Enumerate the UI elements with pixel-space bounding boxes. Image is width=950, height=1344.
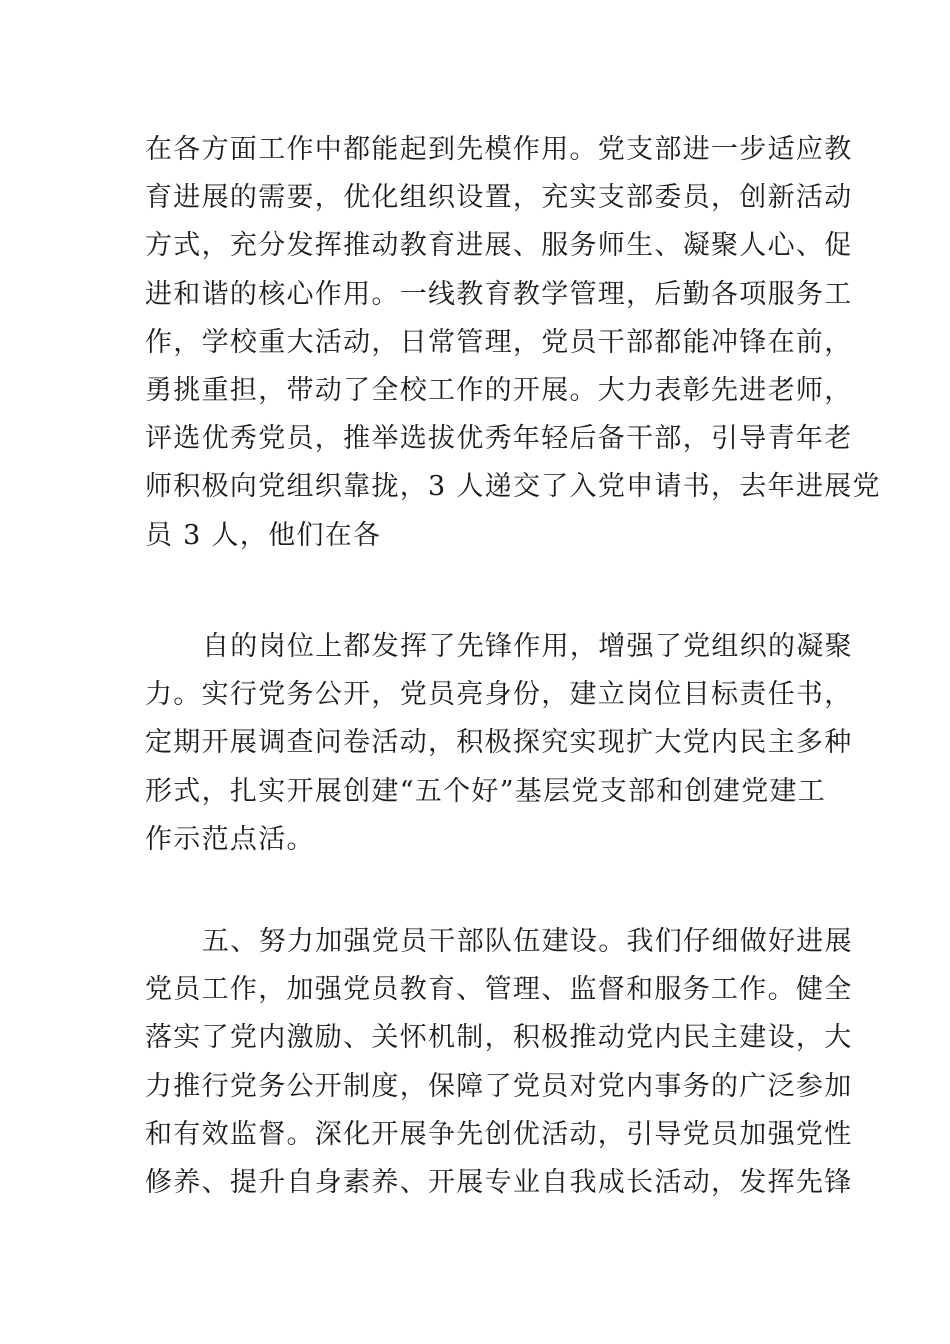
text-line: 形式，扎实开展创建“五个好”基层党支部和创建党建工 [145,775,827,807]
text-line: 评选优秀党员，推举选拔优秀年轻后备干部，引导青年老 [145,423,853,455]
paragraph-1 [145,126,881,560]
text-line: 方式，充分发挥推动教育进展、服务师生、凝聚人心、促 [145,230,853,262]
text-line: 修养、提升自身素养、开展专业自我成长活动，发挥先锋 [145,1166,853,1198]
text-line: 五、努力加强党员干部队伍建设。我们仔细做好进展 [202,926,853,957]
text-line: 在各方面工作中都能起到先模作用。党支部进一步适应教 [145,134,853,165]
text-line: 进和谐的核心作用。一线教育教学管理，后勤各项服务工 [145,278,853,310]
text-line: 力推行党务公开制度，保障了党员对党内事务的广泛参加 [145,1070,853,1102]
text-line: 落实了党内激励、关怀机制，积极推动党内民主建设，大 [145,1022,853,1054]
text-line: 和有效监督。深化开展争先创优活动，引导党员加强党性 [145,1118,853,1150]
paragraph-2 [145,623,853,864]
text-line: 师积极向党组织靠拢，3 人递交了入党申请书，去年进展党 [145,471,881,503]
text-line: 勇挑重担，带动了全校工作的开展。大力表彰先进老师， [145,374,853,406]
paragraph-3 [145,918,853,1207]
text-line: 育进展的需要，优化组织设置，充实支部委员，创新活动 [145,182,853,214]
text-line: 员 3 人，他们在各 [145,519,382,551]
text-line: 定期开展调查问卷活动，积极探究实现扩大党内民主多种 [145,727,853,759]
text-line: 力。实行党务公开，党员亮身份，建立岗位目标责任书， [145,679,853,711]
text-line: 自的岗位上都发挥了先锋作用，增强了党组织的凝聚 [202,631,853,662]
text-line: 作示范点活。 [145,823,315,855]
text-line: 党员工作，加强党员教育、管理、监督和服务工作。健全 [145,974,853,1006]
text-line: 作，学校重大活动，日常管理，党员干部都能冲锋在前， [145,326,853,358]
